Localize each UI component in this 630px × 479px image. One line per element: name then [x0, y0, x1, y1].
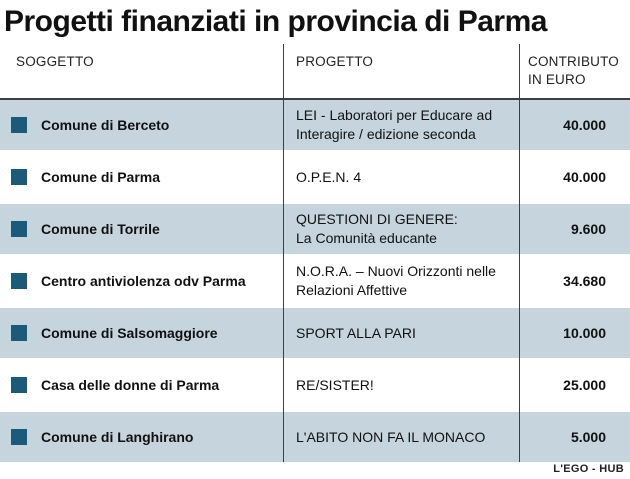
- cell-progetto: [296, 100, 516, 150]
- progetto-line: O.P.E.N. 4: [296, 168, 362, 185]
- cell-contributo: 10.000: [563, 325, 606, 341]
- row-marker-square: [11, 429, 27, 445]
- progetto-line: LEI - Laboratori per Educare ad: [296, 107, 493, 123]
- cell-contributo: 40.000: [563, 169, 606, 185]
- progetto-line: N.O.R.A. – Nuovi Orizzonti nelle: [296, 263, 496, 279]
- progetto-line: RE/SISTER!: [296, 376, 374, 393]
- progetto-line: L'ABITO NON FA IL MONACO: [296, 428, 486, 445]
- row-marker-square: [11, 377, 27, 393]
- data-table: [0, 44, 630, 462]
- table-row: [0, 412, 630, 462]
- progetto-line: La Comunità educante: [296, 230, 437, 246]
- chart-title: Progetti finanziati in provincia di Parma: [4, 5, 547, 38]
- row-marker-square: [11, 169, 27, 185]
- table-row: [0, 360, 630, 410]
- table-row: [0, 100, 630, 150]
- progetto-line: Relazioni Affettive: [296, 282, 408, 298]
- header-contributo-line2: IN EURO: [528, 72, 586, 87]
- progetto-line: Interagire / edizione seconda: [296, 126, 476, 142]
- progetto-line: QUESTIONI DI GENERE:: [296, 211, 458, 227]
- table-header: [0, 44, 630, 100]
- cell-soggetto: Comune di Salsomaggiore: [41, 325, 218, 341]
- cell-soggetto: Comune di Langhirano: [41, 429, 194, 445]
- row-marker-square: [11, 221, 27, 237]
- column-divider-2: [519, 44, 520, 462]
- header-soggetto: SOGGETTO: [16, 54, 94, 69]
- table-row: [0, 204, 630, 254]
- header-progetto: PROGETTO: [296, 54, 374, 69]
- cell-progetto: [296, 204, 516, 254]
- source-credit: L'EGO - HUB: [553, 463, 624, 475]
- cell-soggetto: Comune di Torrile: [41, 221, 160, 237]
- cell-contributo: 34.680: [563, 273, 606, 289]
- cell-progetto: [296, 412, 516, 462]
- cell-progetto: [296, 152, 516, 202]
- progetto-line: SPORT ALLA PARI: [296, 324, 416, 341]
- row-marker-square: [11, 117, 27, 133]
- cell-soggetto: Centro antiviolenza odv Parma: [41, 273, 246, 289]
- cell-progetto: [296, 360, 516, 410]
- cell-contributo: 25.000: [563, 377, 606, 393]
- row-marker-square: [11, 273, 27, 289]
- cell-contributo: 9.600: [570, 221, 606, 237]
- table-row: [0, 152, 630, 202]
- column-divider-1: [283, 44, 284, 462]
- header-contributo: [528, 53, 619, 89]
- cell-contributo: 5.000: [570, 429, 606, 445]
- row-marker-square: [11, 325, 27, 341]
- cell-soggetto: Comune di Parma: [41, 169, 161, 185]
- cell-soggetto: Casa delle donne di Parma: [41, 377, 220, 393]
- cell-soggetto: Comune di Berceto: [41, 117, 170, 133]
- table-row: [0, 308, 630, 358]
- cell-contributo: 40.000: [563, 117, 606, 133]
- cell-progetto: [296, 308, 516, 358]
- table-row: [0, 256, 630, 306]
- header-contributo-line1: CONTRIBUTO: [528, 54, 620, 69]
- cell-progetto: [296, 256, 516, 306]
